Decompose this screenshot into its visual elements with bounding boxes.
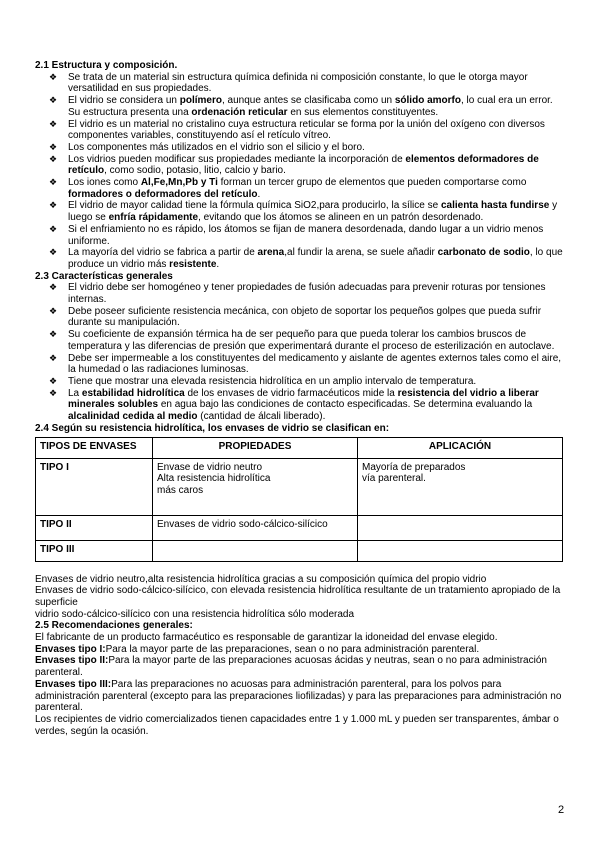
list-characteristics xyxy=(35,282,563,422)
text-run: El vidrio debe ser homogéneo y tener propiedades de fusión adecuadas para prevenir roturas por tensiones internas. xyxy=(68,282,546,306)
bold-term: Al,Fe,Mn,Pb y Ti xyxy=(140,177,218,189)
table-header-row xyxy=(36,437,563,458)
note-type-2: Envases de vidrio sodo-cálcico-silícico, con elevada resistencia hidrolítica resultante de un tratamiento apropiado de la superficie xyxy=(35,585,561,608)
type-2-label: Envases tipo II: xyxy=(35,655,109,667)
text-run: , como sodio, potasio, litio, calcio y bario. xyxy=(104,165,286,177)
bullet-diamond-icon: ❖ xyxy=(49,71,58,82)
bold-term: polímero xyxy=(179,95,222,107)
cell-properties xyxy=(153,515,358,540)
text-run: ,al fundir la arena, se suele añadir xyxy=(284,247,438,259)
cell-line: Envases de vidrio sodo-cálcico-silícico xyxy=(157,518,328,530)
cell-type: TIPO III xyxy=(36,540,153,561)
heading-2-3: 2.3 Características generales xyxy=(35,270,173,282)
bullet-diamond-icon: ❖ xyxy=(49,352,58,363)
note-type-3: vidrio sodo-cálcico-silícico con una resistencia hidrolítica sólo moderada xyxy=(35,608,355,620)
bold-term: estabilidad hidrolítica xyxy=(81,387,185,399)
heading-2-4: 2.4 Según su resistencia hidrolítica, los envases de vidrio se clasifican en: xyxy=(35,422,390,434)
list-item xyxy=(35,329,563,352)
bold-term: ordenación reticular xyxy=(191,106,288,118)
bullet-diamond-icon: ❖ xyxy=(49,177,58,188)
cell-line: Mayoría de preparados xyxy=(362,461,466,473)
header-properties: PROPIEDADES xyxy=(153,437,358,458)
cell-line: vía parenteral. xyxy=(362,473,426,485)
bold-term: arena xyxy=(257,247,285,259)
list-item xyxy=(35,200,563,223)
recommendation-type-1 xyxy=(35,644,563,656)
bullet-diamond-icon: ❖ xyxy=(49,247,58,258)
bullet-diamond-icon: ❖ xyxy=(49,153,58,164)
table-row xyxy=(36,540,563,561)
list-item xyxy=(35,282,563,305)
bullet-diamond-icon: ❖ xyxy=(49,329,58,340)
bold-term: enfría rápidamente xyxy=(108,212,199,224)
glass-types-table xyxy=(35,437,563,562)
text-run: . xyxy=(257,188,261,200)
text-run: en agua bajo las condiciones de contacto especificadas. Se determina evaluando la xyxy=(158,399,533,411)
document-page xyxy=(35,60,563,737)
text-run: , aunque antes se clasificaba como un xyxy=(221,95,395,107)
bullet-diamond-icon: ❖ xyxy=(49,387,58,398)
list-item xyxy=(35,72,563,95)
text-run: de los envases de vidrio farmacéuticos mide la xyxy=(184,387,398,399)
table-row xyxy=(36,515,563,540)
recommendation-intro: El fabricante de un producto farmacéutico es responsable de garantizar la idoneidad del envase elegido. xyxy=(35,632,498,644)
text-run: en sus elementos constituyentes. xyxy=(287,106,439,118)
type-2-text: Para la mayor parte de las preparaciones acuosas ácidas y neutras, sean o no para administración parenteral. xyxy=(35,655,547,679)
text-run: El vidrio se considera un xyxy=(68,95,180,107)
list-item xyxy=(35,177,563,200)
bullet-diamond-icon: ❖ xyxy=(49,200,58,211)
capacity-paragraph: Los recipientes de vidrio comercializados tienen capacidades entre 1 y 1.000 mL y pueden ser transparentes, ámbar o verdes, según la ocasión. xyxy=(35,713,559,737)
recommendation-type-3 xyxy=(35,679,563,714)
text-run: Debe ser impermeable a los constituyentes del medicamento y aislante de agentes externos tales como el aire, la humedad o las radiaciones luminosas. xyxy=(68,352,562,376)
bold-term: resistente xyxy=(169,258,217,270)
list-structure xyxy=(35,72,563,271)
list-item xyxy=(35,142,563,154)
bullet-diamond-icon: ❖ xyxy=(49,282,58,293)
bullet-diamond-icon: ❖ xyxy=(49,223,58,234)
recommendation-type-2 xyxy=(35,655,563,678)
list-item xyxy=(35,224,563,247)
text-run: . xyxy=(216,258,220,270)
cell-line: Envase de vidrio neutro xyxy=(157,461,263,473)
text-run: Su coeficiente de expansión térmica ha de ser pequeño para que pueda tolerar los cambios bruscos de temperatura y las diferencias de presión que experimentará durante el proceso de esterilización en autoclave. xyxy=(68,329,555,352)
bold-term: carbonato de sodio xyxy=(437,247,530,259)
cell-properties xyxy=(153,458,358,515)
bold-term: formadores o deformadores del retículo xyxy=(68,188,258,200)
bold-term: calienta hasta fundirse xyxy=(440,200,550,212)
cell-type: TIPO II xyxy=(36,515,153,540)
cell-line: Alta resistencia hidrolítica xyxy=(157,473,271,485)
text-run: , lo cual era un error. Su estructura presenta una xyxy=(68,95,553,118)
cell-type: TIPO I xyxy=(36,458,153,515)
type-1-label: Envases tipo I: xyxy=(35,643,106,655)
table-row xyxy=(36,458,563,515)
type-3-text: Para las preparaciones no acuosas para administración parenteral, para los polvos para administración parenteral (excepto para las preparaciones liofilizadas) y para las preparaciones para administración no parenteral. xyxy=(35,678,562,714)
list-item xyxy=(35,154,563,177)
text-run: Tiene que mostrar una elevada resistencia hidrolítica en un amplio intervalo de temperatura. xyxy=(68,375,477,387)
list-item xyxy=(35,119,563,142)
cell-line: más caros xyxy=(157,484,204,496)
text-run: El vidrio es un material no cristalino cuya estructura reticular se forma por la unión del oxígeno con diversos componentes variables, constituyendo así el retículo vítreo. xyxy=(68,118,545,142)
bold-term: alcalinidad cedida al medio xyxy=(68,411,198,423)
cell-application xyxy=(358,458,563,515)
list-item xyxy=(35,376,563,388)
text-run: y luego se xyxy=(68,200,558,224)
text-run: Los vidrios pueden modificar sus propiedades mediante la incorporación de xyxy=(68,153,406,165)
bullet-diamond-icon: ❖ xyxy=(49,141,58,152)
header-types: TIPOS DE ENVASES xyxy=(36,437,153,458)
type-1-text: Para la mayor parte de las preparaciones, sean o no para administración parenteral. xyxy=(105,643,480,655)
text-run: El vidrio de mayor calidad tiene la fórmula química SiO2,para producirlo, la sílice se xyxy=(68,200,441,212)
text-run: (cantidad de álcali liberado). xyxy=(197,411,326,423)
bullet-diamond-icon: ❖ xyxy=(49,118,58,129)
header-application: APLICACIÓN xyxy=(358,437,563,458)
text-run: , evitando que los átomos se alineen en un patrón desordenado. xyxy=(198,212,484,224)
list-item xyxy=(35,353,563,376)
bold-term: sólido amorfo xyxy=(394,95,461,107)
bold-term: elementos deformadores de retículo xyxy=(68,153,539,177)
type-3-label: Envases tipo III: xyxy=(35,678,112,690)
bullet-diamond-icon: ❖ xyxy=(49,375,58,386)
page-number: 2 xyxy=(558,804,565,816)
list-item xyxy=(35,388,563,423)
text-run: forman un tercer grupo de elementos que pueden comportarse como xyxy=(217,177,527,189)
list-item xyxy=(35,306,563,329)
cell-properties xyxy=(153,540,358,561)
note-type-1: Envases de vidrio neutro,alta resistencia hidrolítica gracias a su composición química del propio vidrio xyxy=(35,573,487,585)
text-run: Los componentes más utilizados en el vidrio son el silicio y el boro. xyxy=(68,141,365,153)
text-run: Si el enfriamiento no es rápido, los átomos se fijan de manera desordenada, dando lugar a un vidrio menos uniforme. xyxy=(68,223,544,247)
list-item xyxy=(35,247,563,270)
list-item xyxy=(35,95,563,118)
text-run: , lo que produce un vidrio más xyxy=(68,247,563,270)
text-run: Los iones como xyxy=(68,177,141,189)
heading-2-5: 2.5 Recomendaciones generales: xyxy=(35,620,193,632)
heading-2-1: 2.1 Estructura y composición. xyxy=(35,60,178,71)
bullet-diamond-icon: ❖ xyxy=(49,305,58,316)
text-run: La mayoría del vidrio se fabrica a partir de xyxy=(68,247,258,259)
bold-term: resistencia del vidrio a liberar minerales solubles xyxy=(68,387,539,411)
bullet-diamond-icon: ❖ xyxy=(49,95,58,106)
cell-application xyxy=(358,540,563,561)
text-run: La xyxy=(68,387,82,399)
text-run: Se trata de un material sin estructura química definida ni composición constante, lo que le otorga mayor versatilidad en sus propiedades. xyxy=(68,71,528,95)
cell-application xyxy=(358,515,563,540)
text-run: Debe poseer suficiente resistencia mecánica, con objeto de soportar los pequeños golpes que pueda sufrir durante su manipulación. xyxy=(68,305,542,329)
